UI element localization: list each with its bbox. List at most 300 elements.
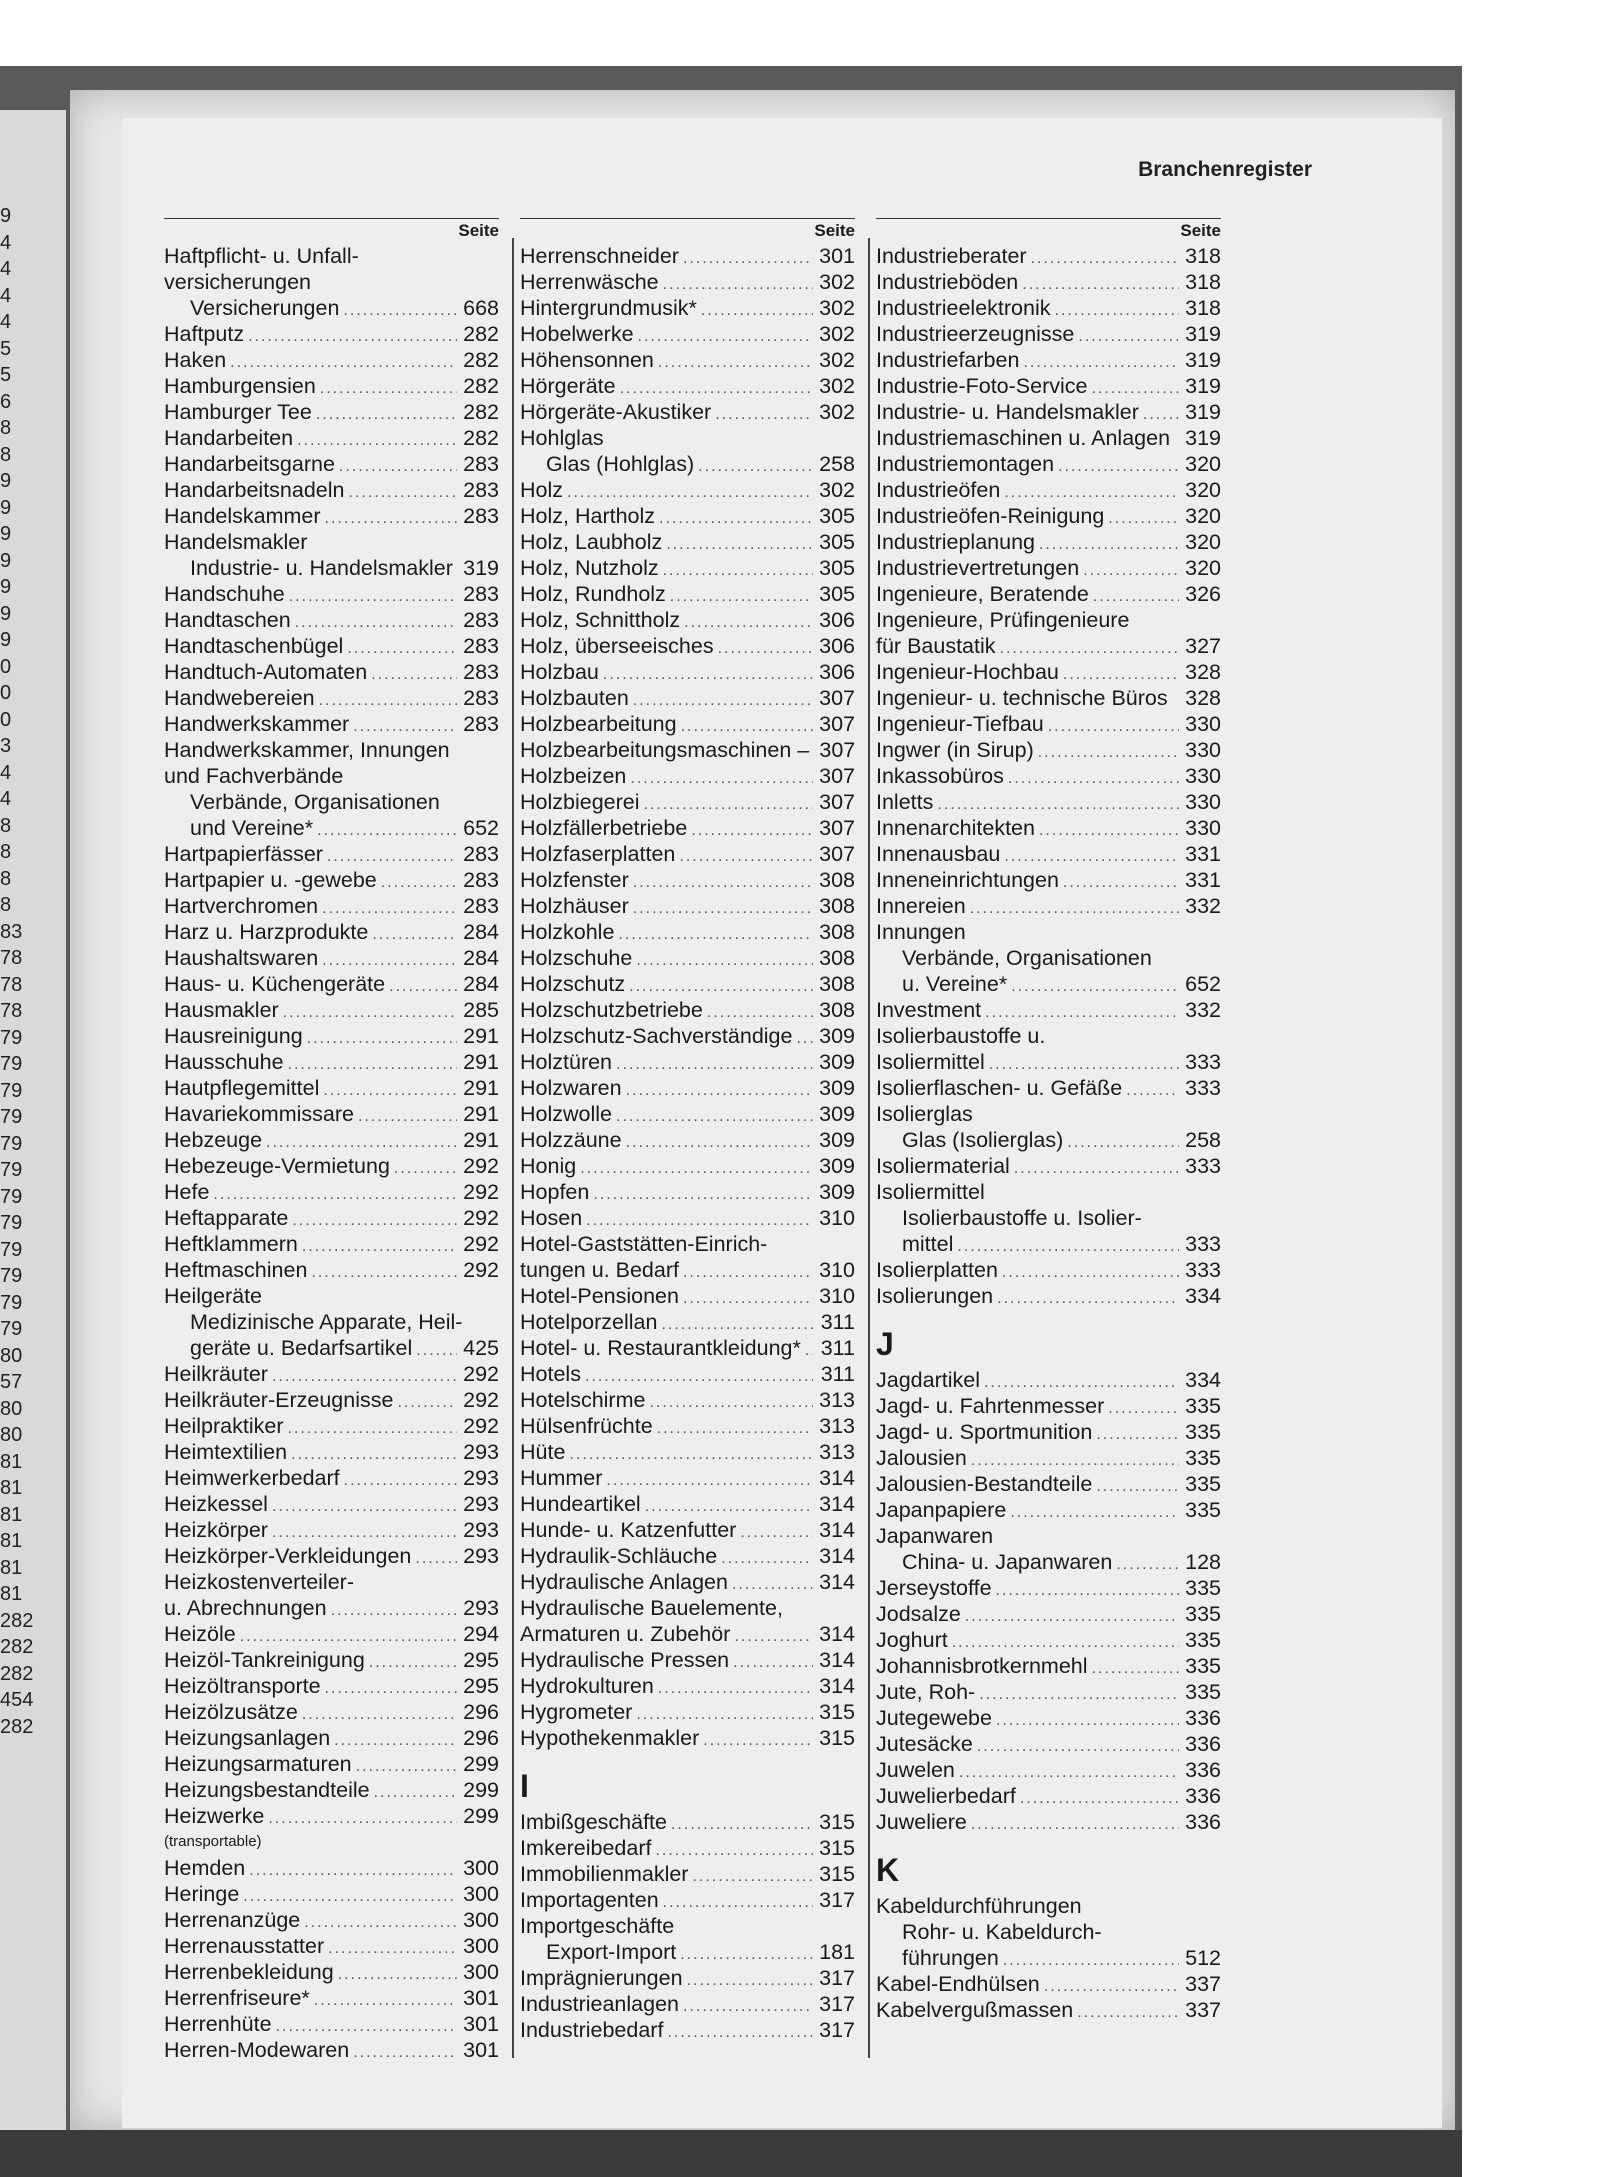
entry-page: 318 xyxy=(1185,270,1221,294)
left-page-number: 79 xyxy=(0,1132,23,1155)
index-entry xyxy=(876,321,1221,347)
index-entry xyxy=(520,1231,855,1257)
entry-page: 315 xyxy=(819,1726,855,1750)
index-entry xyxy=(876,607,1221,633)
index-entry xyxy=(520,1673,855,1699)
entry-page: 314 xyxy=(819,1622,855,1646)
entry-page: 308 xyxy=(819,998,855,1022)
entry-page: 332 xyxy=(1185,894,1221,918)
dot-leader xyxy=(397,1390,457,1416)
index-entry xyxy=(876,451,1221,477)
dot-leader xyxy=(580,1156,813,1182)
dot-leader xyxy=(289,584,457,610)
index-entry xyxy=(164,529,499,555)
running-head: Branchenregister xyxy=(1138,158,1312,181)
entry-term: Jagd- u. Fahrtenmesser xyxy=(876,1394,1105,1418)
dot-leader xyxy=(680,1942,813,1968)
index-entry xyxy=(876,399,1221,425)
entry-page: 284 xyxy=(463,946,499,970)
entry-term: Holztüren xyxy=(520,1050,613,1074)
entry-term: Isolierglas xyxy=(876,1102,973,1126)
entry-term: Versicherungen xyxy=(190,296,340,320)
dot-leader xyxy=(272,1494,457,1520)
left-page-number: 8 xyxy=(0,443,12,466)
entry-page: 330 xyxy=(1185,764,1221,788)
dot-leader xyxy=(328,1936,457,1962)
column-head: Seite xyxy=(164,218,499,243)
entry-page: 296 xyxy=(463,1726,499,1750)
dot-leader xyxy=(603,662,813,688)
dot-leader xyxy=(996,1708,1179,1734)
entry-term: Hautpflegemittel xyxy=(164,1076,320,1100)
dot-leader xyxy=(1078,324,1179,350)
entry-term: mittel xyxy=(902,1232,954,1256)
entry-term: Investment xyxy=(876,998,982,1022)
entry-term: Haushaltswaren xyxy=(164,946,319,970)
entry-term: Isolierbaustoffe u. xyxy=(876,1024,1046,1048)
entry-term: Herrenhüte xyxy=(164,2012,272,2036)
entry-page: 128 xyxy=(1185,1550,1221,1574)
entry-term: Hamburger Tee xyxy=(164,400,312,424)
dot-leader xyxy=(1063,870,1179,896)
entry-page: 326 xyxy=(1185,582,1221,606)
entry-page: 314 xyxy=(819,1674,855,1698)
index-entry xyxy=(876,1997,1221,2023)
index-entry xyxy=(164,1101,499,1127)
entry-term: Heizkostenverteiler- xyxy=(164,1570,354,1594)
entry-page: 302 xyxy=(819,296,855,320)
index-entry xyxy=(520,503,855,529)
entry-term: Heimwerkerbedarf xyxy=(164,1466,340,1490)
entry-page: 652 xyxy=(463,816,499,840)
left-page-number: 80 xyxy=(0,1424,23,1446)
entry-page: 334 xyxy=(1185,1368,1221,1392)
left-page-number: 8 xyxy=(0,841,12,863)
entry-term: Industrieberater xyxy=(876,244,1027,268)
index-entry xyxy=(876,1679,1221,1705)
entry-page: 300 xyxy=(463,1882,499,1906)
index-entry xyxy=(520,529,855,555)
entry-term: Hosen xyxy=(520,1206,583,1230)
entry-page: 301 xyxy=(463,2012,499,2036)
entry-term: Handelskammer xyxy=(164,504,321,528)
entry-page: 310 xyxy=(819,1284,855,1308)
entry-term: Hausschuhe xyxy=(164,1050,284,1074)
entry-page: 283 xyxy=(463,868,499,892)
dot-leader xyxy=(593,1182,813,1208)
index-entry xyxy=(520,1725,855,1751)
entry-term: Holz, Nutzholz xyxy=(520,556,659,580)
entry-page: 302 xyxy=(819,374,855,398)
index-entry xyxy=(520,789,855,815)
entry-page: 292 xyxy=(463,1206,499,1230)
index-column-2 xyxy=(520,218,855,2043)
index-entry xyxy=(876,1075,1221,1101)
entry-page: 313 xyxy=(819,1440,855,1464)
index-entry xyxy=(520,1413,855,1439)
entry-page: 283 xyxy=(463,452,499,476)
dot-leader xyxy=(630,766,813,792)
entry-term: Holzkohle xyxy=(520,920,615,944)
index-entry xyxy=(164,1335,499,1361)
index-entry xyxy=(876,1445,1221,1471)
entry-term: tungen u. Bedarf xyxy=(520,1258,679,1282)
entry-term: Holzfenster xyxy=(520,868,629,892)
index-entry xyxy=(164,893,499,919)
dot-leader xyxy=(1020,1786,1179,1812)
index-entry xyxy=(164,607,499,633)
dot-leader xyxy=(356,1754,457,1780)
dot-leader xyxy=(633,870,813,896)
entry-page: 320 xyxy=(1185,478,1221,502)
entry-page: 302 xyxy=(819,478,855,502)
dot-leader xyxy=(667,2020,813,2046)
entry-term: Handtaschen xyxy=(164,608,291,632)
entry-page: 317 xyxy=(819,1888,855,1912)
index-entry xyxy=(876,971,1221,997)
entry-term: Holzfällerbetriebe xyxy=(520,816,688,840)
index-entry xyxy=(520,1491,855,1517)
index-entry xyxy=(520,945,855,971)
dot-leader xyxy=(287,1416,457,1442)
entry-page: 301 xyxy=(463,2038,499,2062)
dot-leader xyxy=(618,922,813,948)
entry-term: Hefe xyxy=(164,1180,210,1204)
dot-leader xyxy=(718,636,813,662)
entry-page: 307 xyxy=(819,712,855,736)
index-entry xyxy=(164,2037,499,2063)
dot-leader xyxy=(374,1780,457,1806)
index-entry xyxy=(876,1393,1221,1419)
entry-term: Industrieböden xyxy=(876,270,1019,294)
dot-leader xyxy=(372,922,457,948)
index-entry xyxy=(164,1413,499,1439)
entry-page: 283 xyxy=(463,686,499,710)
index-entry xyxy=(520,1991,855,2017)
index-entry xyxy=(164,269,499,295)
index-entry xyxy=(520,1335,855,1361)
entry-page: 300 xyxy=(463,1856,499,1880)
entry-page: 317 xyxy=(819,2018,855,2042)
entry-term: Inkassobüros xyxy=(876,764,1004,788)
entry-term: Jodsalze xyxy=(876,1602,961,1626)
index-entry xyxy=(520,269,855,295)
entry-page: 337 xyxy=(1185,1972,1221,1996)
index-entry xyxy=(164,1699,499,1725)
entry-page: 292 xyxy=(463,1388,499,1412)
entry-term: Holzschuhe xyxy=(520,946,633,970)
index-entry xyxy=(520,607,855,633)
index-entry xyxy=(164,971,499,997)
dot-leader xyxy=(1108,506,1179,532)
entry-term: Holz xyxy=(520,478,564,502)
entry-page: 294 xyxy=(463,1622,499,1646)
entry-term: Industrieöfen-Reinigung xyxy=(876,504,1105,528)
entry-page: 291 xyxy=(463,1128,499,1152)
entry-term: Handtuch-Automaten xyxy=(164,660,368,684)
index-entry xyxy=(520,2017,855,2043)
index-entry xyxy=(164,1647,499,1673)
entry-term: Hintergrundmusik* xyxy=(520,296,697,320)
entry-page: 305 xyxy=(819,582,855,606)
entry-term: Holz, überseeisches xyxy=(520,634,714,658)
index-entry xyxy=(876,295,1221,321)
entry-term: Jalousien-Bestandteile xyxy=(876,1472,1093,1496)
entry-term: Jerseystoffe xyxy=(876,1576,992,1600)
entry-page: 181 xyxy=(819,1940,855,1964)
entry-term: Hartpapier u. -gewebe xyxy=(164,868,377,892)
entry-term: Haus- u. Küchengeräte xyxy=(164,972,386,996)
entry-page: 336 xyxy=(1185,1732,1221,1756)
entry-page: 320 xyxy=(1185,556,1221,580)
entry-term: Holzwolle xyxy=(520,1102,613,1126)
dot-leader xyxy=(389,974,457,1000)
index-entry xyxy=(164,581,499,607)
index-entry xyxy=(164,555,499,581)
dot-leader xyxy=(1039,818,1179,844)
entry-page: 319 xyxy=(1185,400,1221,424)
index-entry xyxy=(876,581,1221,607)
index-entry xyxy=(520,321,855,347)
index-entry xyxy=(520,633,855,659)
entry-page: 314 xyxy=(819,1544,855,1568)
dot-leader xyxy=(659,506,813,532)
entry-page: 335 xyxy=(1185,1394,1221,1418)
entry-term: Juweliere xyxy=(876,1810,967,1834)
index-entry xyxy=(876,711,1221,737)
dot-leader xyxy=(663,1890,813,1916)
entry-page: 301 xyxy=(819,244,855,268)
left-page-number: 8 xyxy=(0,417,12,439)
entry-term: Herren-Modewaren xyxy=(164,2038,350,2062)
left-page-number: 79 xyxy=(0,1159,23,1181)
index-entry xyxy=(164,1179,499,1205)
index-entry xyxy=(520,295,855,321)
index-entry xyxy=(520,1257,855,1283)
index-entry xyxy=(164,1309,499,1335)
entry-page: 302 xyxy=(819,322,855,346)
dot-leader xyxy=(1092,1656,1179,1682)
entry-term: Heizkessel xyxy=(164,1492,268,1516)
index-entry xyxy=(520,1647,855,1673)
entry-page: 331 xyxy=(1185,868,1221,892)
entry-term: Isoliermaterial xyxy=(876,1154,1010,1178)
index-entry xyxy=(876,555,1221,581)
entry-term: Hunde- u. Katzenfutter xyxy=(520,1518,737,1542)
index-entry xyxy=(164,1829,499,1855)
entry-page: 308 xyxy=(819,894,855,918)
left-page-numbers xyxy=(0,110,66,2130)
entry-term: Heizungsarmaturen xyxy=(164,1752,352,1776)
entry-page: 293 xyxy=(463,1544,499,1568)
entry-page: 300 xyxy=(463,1960,499,1984)
entry-term: Holz, Rundholz xyxy=(520,582,666,606)
entry-page: 308 xyxy=(819,946,855,970)
entry-page: 283 xyxy=(463,504,499,528)
dot-leader xyxy=(692,1864,813,1890)
index-entry xyxy=(164,347,499,373)
index-entry xyxy=(164,1517,499,1543)
index-entry xyxy=(164,1751,499,1777)
entry-term: Innenarchitekten xyxy=(876,816,1035,840)
section-letter: I xyxy=(520,1768,529,1804)
index-entry xyxy=(876,1731,1221,1757)
index-entry xyxy=(520,1075,855,1101)
index-entry xyxy=(876,1705,1221,1731)
index-entry xyxy=(876,789,1221,815)
entry-page: 317 xyxy=(819,1992,855,2016)
dot-leader xyxy=(671,1812,813,1838)
left-page-number: 3 xyxy=(0,735,12,757)
index-entry xyxy=(876,1919,1221,1945)
entry-page: 319 xyxy=(1185,322,1221,346)
dot-leader xyxy=(734,1624,813,1650)
entry-page: 310 xyxy=(819,1258,855,1282)
entry-term: Handarbeitsnadeln xyxy=(164,478,345,502)
entry-page: 319 xyxy=(1185,426,1221,450)
entry-term: Isolierflaschen- u. Gefäße xyxy=(876,1076,1123,1100)
left-page-number: 4 xyxy=(0,311,12,333)
index-entry xyxy=(164,1621,499,1647)
entry-page: 668 xyxy=(463,296,499,320)
left-page-number: 0 xyxy=(0,708,12,731)
entry-term: Industriemontagen xyxy=(876,452,1055,476)
entry-term: Heilkräuter-Erzeugnisse xyxy=(164,1388,394,1412)
entry-term: Heizungsanlagen xyxy=(164,1726,331,1750)
entry-page: 335 xyxy=(1185,1628,1221,1652)
entry-page: 336 xyxy=(1185,1784,1221,1808)
dot-leader xyxy=(1067,1130,1179,1156)
entry-term: Isoliermittel xyxy=(876,1050,985,1074)
entry-term: Hörgeräte xyxy=(520,374,616,398)
left-page-number: 4 xyxy=(0,788,12,810)
entry-term: Joghurt xyxy=(876,1628,948,1652)
dot-leader xyxy=(636,948,813,974)
index-entry xyxy=(520,1127,855,1153)
entry-page: 307 xyxy=(819,842,855,866)
entry-term: Inletts xyxy=(876,790,934,814)
entry-term: Industrie-Foto-Service xyxy=(876,374,1088,398)
index-entry xyxy=(164,763,499,789)
index-entry xyxy=(520,347,855,373)
dot-leader xyxy=(316,402,457,428)
index-entry xyxy=(520,1049,855,1075)
entry-term: für Baustatik xyxy=(876,634,996,658)
index-entry xyxy=(520,1835,855,1861)
left-page-number: 79 xyxy=(0,1106,23,1128)
index-entry xyxy=(164,1465,499,1491)
entry-term: Herrenwäsche xyxy=(520,270,659,294)
dot-leader xyxy=(663,558,813,584)
entry-page: 283 xyxy=(463,894,499,918)
entry-term: Heftapparate xyxy=(164,1206,289,1230)
entry-term: Hartpapierfässer xyxy=(164,842,323,866)
entry-term: Hausreinigung xyxy=(164,1024,303,1048)
dot-leader xyxy=(317,818,457,844)
index-entry xyxy=(520,841,855,867)
entry-term: Heizungsbestandteile xyxy=(164,1778,370,1802)
entry-page: 314 xyxy=(819,1518,855,1542)
index-entry xyxy=(520,1913,855,1939)
left-page-number: 81 xyxy=(0,1530,23,1552)
dot-leader xyxy=(1014,1156,1179,1182)
entry-term: Hydraulische Bauelemente, xyxy=(520,1596,783,1620)
entry-term: Heimtextilien xyxy=(164,1440,288,1464)
entry-term: Imkereibedarf xyxy=(520,1836,652,1860)
entry-page: 306 xyxy=(819,608,855,632)
entry-page: 330 xyxy=(1185,712,1221,736)
index-entry xyxy=(520,581,855,607)
entry-term: Isoliermittel xyxy=(876,1180,985,1204)
index-entry xyxy=(876,659,1221,685)
entry-term: Holz, Schnittholz xyxy=(520,608,681,632)
entry-term: Industrievertretungen xyxy=(876,556,1080,580)
scan-bottom-strip xyxy=(0,2130,1462,2177)
entry-term: Importgeschäfte xyxy=(520,1914,675,1938)
entry-page: 293 xyxy=(463,1596,499,1620)
dot-leader xyxy=(1116,1552,1179,1578)
dot-leader xyxy=(369,1650,457,1676)
entry-term: Ingenieur-Hochbau xyxy=(876,660,1059,684)
dot-leader xyxy=(339,454,457,480)
entry-term: Hemden xyxy=(164,1856,246,1880)
entry-term: Heizöl-Tankreinigung xyxy=(164,1648,365,1672)
entry-term: Heringe xyxy=(164,1882,240,1906)
entry-term: Kabel-Endhülsen xyxy=(876,1972,1040,1996)
entry-term: Hypothekenmakler xyxy=(520,1726,700,1750)
entry-page: 315 xyxy=(819,1836,855,1860)
entry-term: Inneneinrichtungen xyxy=(876,868,1059,892)
dot-leader xyxy=(1011,974,1179,1000)
entry-term: Jalousien xyxy=(876,1446,967,1470)
entry-term: Armaturen u. Zubehör xyxy=(520,1622,731,1646)
dot-leader xyxy=(658,350,813,376)
index-entry xyxy=(164,1595,499,1621)
entry-term: Innenausbau xyxy=(876,842,1001,866)
column-divider xyxy=(868,238,870,2058)
entry-term: Jagdartikel xyxy=(876,1368,980,1392)
dot-leader xyxy=(307,1026,457,1052)
dot-leader xyxy=(626,1130,813,1156)
entry-term: Industriefarben xyxy=(876,348,1020,372)
entry-term: Heizwerke xyxy=(164,1804,265,1828)
entry-term: Hobelwerke xyxy=(520,322,634,346)
index-entry xyxy=(876,633,1221,659)
entry-page: 292 xyxy=(463,1154,499,1178)
left-page-number: 4 xyxy=(0,284,12,307)
dot-leader xyxy=(616,1104,813,1130)
entry-term: Jute, Roh- xyxy=(876,1680,976,1704)
left-page-number: 6 xyxy=(0,390,12,413)
index-entry xyxy=(164,2011,499,2037)
index-entry xyxy=(164,1257,499,1283)
dot-leader xyxy=(1008,766,1179,792)
entry-page: 310 xyxy=(819,1206,855,1230)
dot-leader xyxy=(691,818,813,844)
entry-term: Hydraulische Anlagen xyxy=(520,1570,728,1594)
entry-term: Hotel- u. Restaurantkleidung* xyxy=(520,1336,801,1360)
left-page-number: 9 xyxy=(0,496,12,519)
entry-page: 283 xyxy=(463,634,499,658)
entry-term: Ingwer (in Sirup) xyxy=(876,738,1034,762)
index-entry xyxy=(520,1387,855,1413)
dot-leader xyxy=(415,1546,457,1572)
index-entry xyxy=(164,1231,499,1257)
index-entry xyxy=(876,1367,1221,1393)
entry-term: versicherungen xyxy=(164,270,312,294)
index-entry xyxy=(520,1809,855,1835)
entry-page: 307 xyxy=(819,738,856,762)
